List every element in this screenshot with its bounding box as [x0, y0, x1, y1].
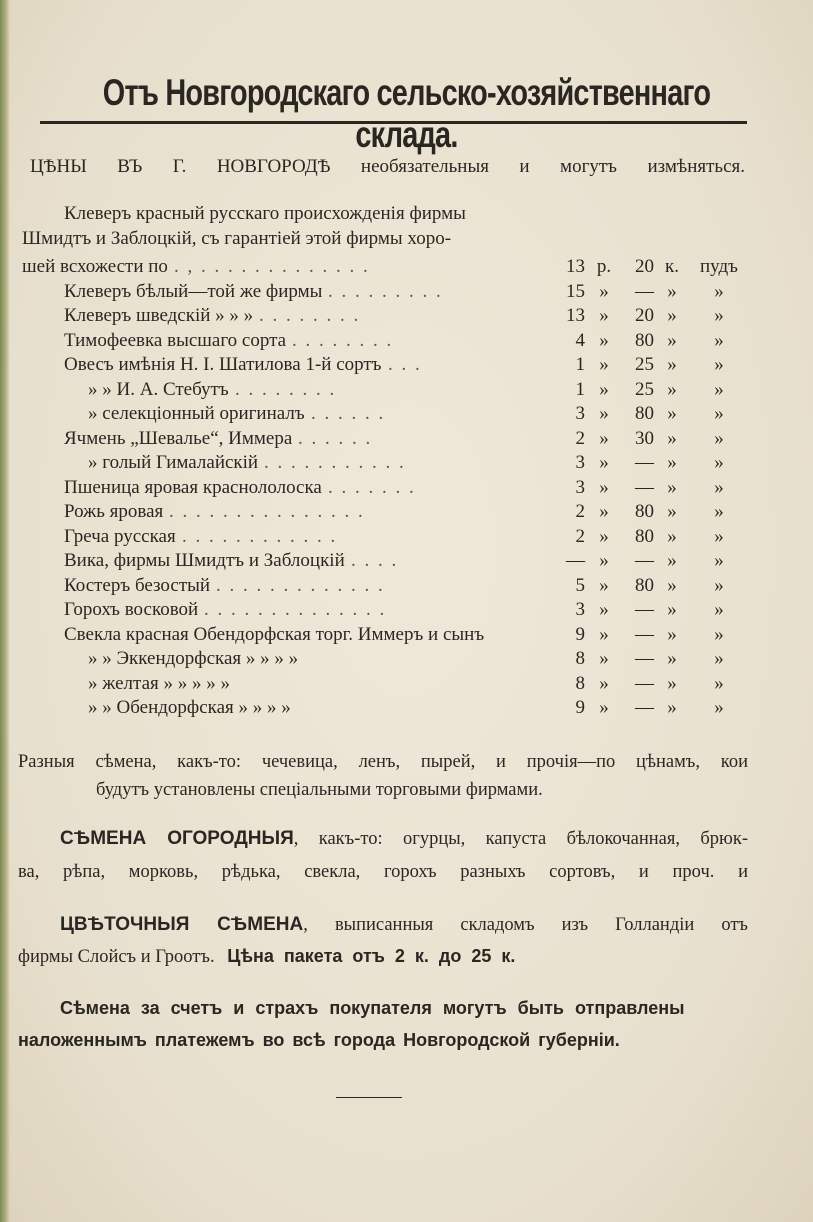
leader-dots: . . . . . . . . . . . . . .: [204, 599, 387, 620]
kopecks-mark: »: [667, 599, 677, 620]
item-name: Клеверъ бѣлый—той же фирмы: [64, 280, 323, 302]
price-row: [0, 673, 813, 698]
item-name: » голый Гималайскій: [88, 452, 259, 473]
price-unit: »: [714, 599, 724, 620]
price-kopecks: —: [635, 672, 654, 694]
rubles-mark: »: [599, 550, 609, 571]
price-row: [0, 281, 813, 306]
leader-dots: . . . . . . . .: [259, 305, 361, 326]
price-row: [0, 624, 813, 649]
intro-text: [22, 202, 466, 251]
intro-line: Шмидтъ и Заблоцкій, съ гарантіей этой фирмы хоро-: [22, 227, 452, 249]
leader-dots: . . . . . .: [298, 427, 373, 449]
price-row: [0, 379, 813, 404]
price-unit: »: [714, 280, 724, 302]
price-row: [0, 256, 813, 281]
price-rubles: 1: [575, 354, 585, 375]
shipping-line: Сѣмена за счетъ и страхъ покупателя могутъ быть отправлены: [60, 998, 685, 1018]
item-name: Ячмень „Шевалье“, Иммера: [64, 427, 293, 449]
price-unit: »: [714, 648, 724, 669]
item-name: шей всхожести по: [22, 256, 168, 277]
price-kopecks: 80: [635, 403, 654, 424]
price-unit: »: [714, 329, 724, 351]
kopecks-mark: »: [667, 378, 677, 400]
price-kopecks: 30: [635, 427, 654, 449]
price-unit: »: [714, 354, 724, 375]
rubles-mark: »: [599, 648, 609, 669]
leader-dots: . . . .: [351, 550, 399, 571]
item-name: » селекціонный оригиналъ: [88, 403, 305, 424]
price-row: [0, 354, 813, 379]
vegetable-seeds-paragraph: [18, 822, 748, 889]
rubles-mark: »: [599, 501, 609, 522]
price-row: [0, 648, 813, 673]
flower-seeds-heading: ЦВѢТОЧНЫЯ СѢМЕНА: [60, 914, 304, 935]
price-unit: »: [714, 403, 724, 424]
leader-dots: . . . . . . . . .: [328, 280, 443, 302]
item-name: Тимофеевка высшаго сорта: [64, 329, 287, 351]
price-rubles: 13: [566, 305, 585, 326]
rubles-mark: »: [599, 623, 609, 645]
kopecks-mark: »: [667, 427, 677, 449]
price-unit: »: [714, 574, 724, 596]
item-name: Костеръ безостый: [64, 574, 211, 596]
price-row: [0, 330, 813, 355]
kopecks-mark: »: [667, 574, 677, 596]
misc-seeds-paragraph: [18, 747, 748, 806]
price-kopecks: —: [635, 599, 654, 620]
item-name: Свекла красная Обендорфская торг. Иммеръ и сынъ: [64, 623, 485, 645]
kopecks-mark: »: [667, 623, 677, 645]
item-name: » » Обендорфская » » » »: [88, 697, 291, 718]
intro-line: Клеверъ красный русскаго происхожденія фирмы: [64, 203, 466, 224]
price-row: [0, 697, 813, 722]
kopecks-mark: к.: [665, 256, 679, 277]
price-kopecks: 80: [635, 501, 654, 522]
vegetable-seeds-line: [18, 822, 748, 856]
rubles-mark: »: [599, 403, 609, 424]
price-kopecks: —: [635, 623, 654, 645]
price-kopecks: —: [635, 452, 654, 473]
flower-seeds-line: [18, 909, 748, 941]
price-rubles: 3: [575, 452, 585, 473]
rubles-mark: »: [599, 305, 609, 326]
price-kopecks: 20: [635, 256, 654, 277]
item-name: Рожь яровая: [64, 501, 164, 522]
price-row: [0, 501, 813, 526]
vegetable-seeds-line: ва, рѣпа, морковь, рѣдька, свекла, горохъ разныхъ сортовъ, и проч. и: [18, 862, 748, 882]
price-row: [0, 526, 813, 551]
price-rubles: 5: [575, 574, 585, 596]
price-notice: ЦѢНЫ ВЪ Г. НОВГОРОДѢ необязательныя и могутъ измѣняться.: [30, 156, 745, 177]
price-unit: »: [714, 476, 724, 498]
leader-dots: . . . . . . . .: [292, 329, 394, 351]
rubles-mark: »: [599, 697, 609, 718]
price-row: [0, 403, 813, 428]
kopecks-mark: »: [667, 329, 677, 351]
rubles-mark: »: [599, 525, 609, 547]
price-rubles: 9: [575, 697, 585, 718]
rubles-mark: р.: [596, 256, 612, 277]
kopecks-mark: »: [667, 305, 677, 326]
price-rubles: —: [566, 550, 585, 571]
misc-seeds-line: будутъ установлены спеціальными торговыми фирмами.: [96, 780, 543, 800]
price-kopecks: —: [635, 550, 654, 571]
item-name: » » И. А. Стебутъ: [88, 378, 229, 400]
price-kopecks: 80: [635, 329, 654, 351]
flower-seeds-source: , выписанныя складомъ изъ Голландіи отъ: [303, 915, 748, 935]
price-rubles: 1: [575, 378, 585, 400]
price-unit: »: [714, 305, 724, 326]
price-row: [0, 550, 813, 575]
kopecks-mark: »: [667, 550, 677, 571]
item-name: » » Эккендорфская » » » »: [88, 648, 299, 669]
price-kopecks: 20: [635, 305, 654, 326]
shipping-line: наложеннымъ платежемъ во всѣ города Новгородской губерніи.: [18, 1030, 620, 1050]
flower-seeds-firm: фирмы Слойсъ и Гроотъ.: [18, 947, 215, 967]
rubles-mark: »: [599, 354, 609, 375]
price-kopecks: —: [635, 648, 654, 669]
price-rubles: 2: [575, 501, 585, 522]
price-rubles: 9: [575, 623, 585, 645]
page-title: Отъ Новгородскаго сельско-хозяйственнаго склада.: [102, 72, 711, 155]
price-kopecks: —: [635, 280, 654, 302]
price-unit: пудъ: [700, 256, 738, 277]
price-unit: »: [714, 550, 724, 571]
kopecks-mark: »: [667, 452, 677, 473]
price-rubles: 4: [575, 329, 585, 351]
rubles-mark: »: [599, 672, 609, 694]
misc-seeds-line: Разныя сѣмена, какъ-то: чечевица, ленъ, пырей, и прочія—по цѣнамъ, кои: [18, 752, 748, 772]
vegetable-seeds-heading: СѢМЕНА ОГОРОДНЫЯ: [60, 828, 294, 849]
price-unit: »: [714, 501, 724, 522]
item-name: Пшеница яровая краснололоска: [64, 476, 322, 498]
price-row: [0, 599, 813, 624]
price-kopecks: 80: [635, 525, 654, 547]
price-unit: »: [714, 672, 724, 694]
price-row: [0, 452, 813, 477]
kopecks-mark: »: [667, 403, 677, 424]
item-name: Греча русская: [64, 525, 176, 547]
closing-rule: [336, 1097, 402, 1098]
flower-seeds-paragraph: [18, 909, 748, 973]
price-kopecks: 80: [635, 574, 654, 596]
title-underline: [40, 121, 747, 124]
rubles-mark: »: [599, 452, 609, 473]
price-kopecks: 25: [635, 378, 654, 400]
kopecks-mark: »: [667, 501, 677, 522]
rubles-mark: »: [599, 574, 609, 596]
price-unit: »: [714, 623, 724, 645]
rubles-mark: »: [599, 329, 609, 351]
price-row: [0, 305, 813, 330]
leader-dots: . . . . . . . . . . . .: [182, 525, 338, 547]
kopecks-mark: »: [667, 476, 677, 498]
price-rubles: 3: [575, 403, 585, 424]
price-unit: »: [714, 452, 724, 473]
leader-dots: . . . . . . . . . . .: [264, 452, 406, 473]
leader-dots: . . . . . . . . . . . . .: [216, 574, 385, 596]
price-unit: »: [714, 427, 724, 449]
price-rubles: 8: [575, 648, 585, 669]
rubles-mark: »: [599, 476, 609, 498]
price-rubles: 2: [575, 427, 585, 449]
kopecks-mark: »: [667, 672, 677, 694]
price-row: [0, 477, 813, 502]
item-name: Овесъ имѣнія Н. І. Шатилова 1-й сортъ: [64, 354, 382, 375]
price-rubles: 13: [566, 256, 585, 277]
price-kopecks: —: [635, 697, 654, 718]
price-unit: »: [714, 525, 724, 547]
item-name: Вика, фирмы Шмидтъ и Заблоцкій: [64, 550, 345, 571]
leader-dots: . . . . . . .: [328, 476, 416, 498]
vegetable-seeds-list-start: , какъ-то: огурцы, капуста бѣлокочанная, брюк-: [293, 829, 748, 849]
flower-seeds-line: [18, 941, 748, 973]
price-rubles: 3: [575, 476, 585, 498]
kopecks-mark: »: [667, 354, 677, 375]
kopecks-mark: »: [667, 525, 677, 547]
rubles-mark: »: [599, 427, 609, 449]
leader-dots: . . . . . .: [311, 403, 386, 424]
price-kopecks: 25: [635, 354, 654, 375]
leader-dots: . . . . . . . . . . . . . . .: [169, 501, 365, 522]
price-row: [0, 428, 813, 453]
price-rubles: 8: [575, 672, 585, 694]
price-kopecks: —: [635, 476, 654, 498]
rubles-mark: »: [599, 280, 609, 302]
leader-dots: . . . . . . . .: [235, 378, 337, 400]
item-name: Горохъ восковой: [64, 599, 199, 620]
price-table: [0, 256, 813, 722]
flower-seeds-price: Цѣна пакета отъ 2 к. до 25 к.: [227, 946, 516, 966]
price-rubles: 2: [575, 525, 585, 547]
item-name: » желтая » » » » »: [88, 672, 230, 694]
kopecks-mark: »: [667, 697, 677, 718]
price-rubles: 15: [566, 280, 585, 302]
price-rubles: 3: [575, 599, 585, 620]
shipping-terms: [18, 992, 743, 1056]
rubles-mark: »: [599, 599, 609, 620]
rubles-mark: »: [599, 378, 609, 400]
leader-dots: . . .: [388, 354, 422, 375]
price-unit: »: [714, 697, 724, 718]
kopecks-mark: »: [667, 280, 677, 302]
leader-dots: . , . . . . . . . . . . . . .: [174, 256, 370, 277]
kopecks-mark: »: [667, 648, 677, 669]
price-unit: »: [714, 378, 724, 400]
item-name: Клеверъ шведскій » » »: [64, 305, 254, 326]
price-row: [0, 575, 813, 600]
